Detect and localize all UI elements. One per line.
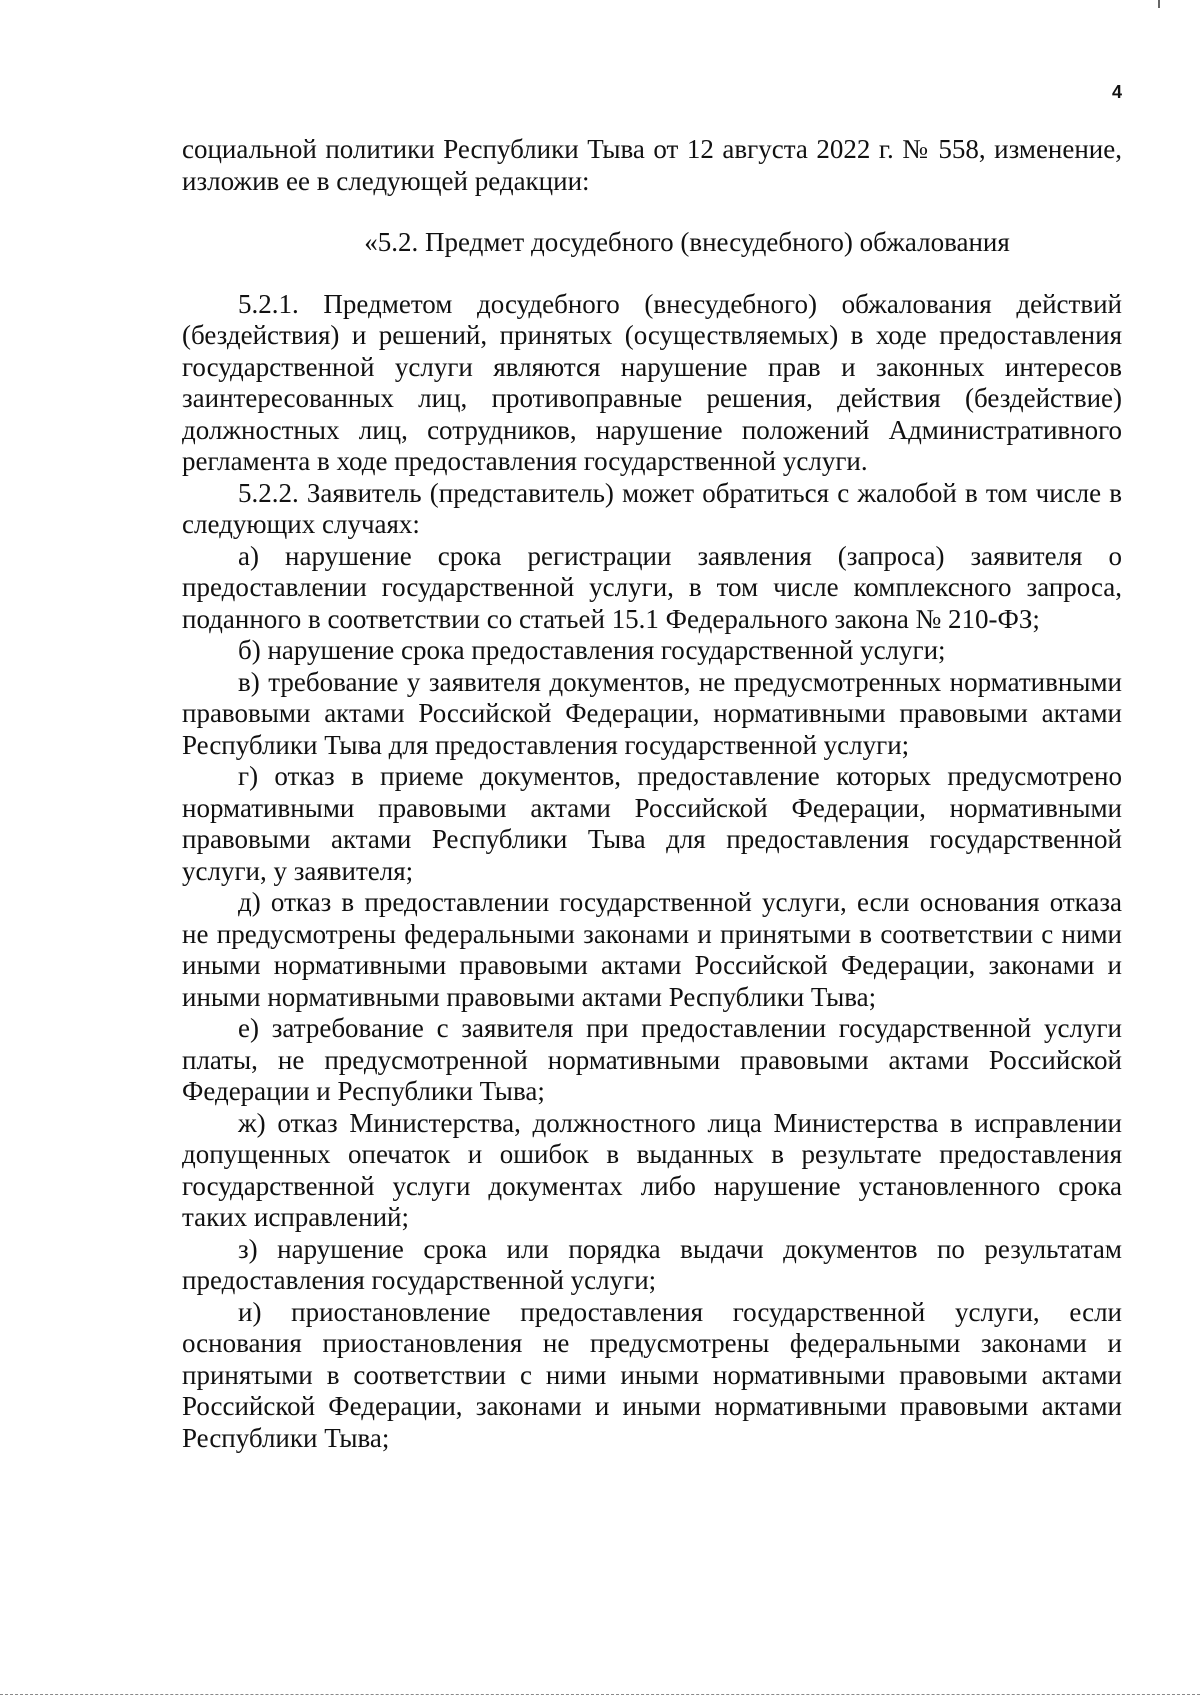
scan-edge-mark — [1158, 0, 1160, 8]
paragraph-5-2-1: 5.2.1. Предметом досудебного (внесудебного) обжалования действий (бездействия) и решений, принятых (осуществляемых) в ходе предоставления государственной услуги являются нарушение прав и законных интересов заинтересованных лиц, противоправные решения, действия (бездействие) должностных лиц, сотрудников, нарушение положений Административного регламента в ходе предоставления государственной услуги. — [182, 288, 1122, 476]
section-title: «5.2. Предмет досудебного (внесудебного) обжалования — [364, 227, 1010, 257]
list-item-zh: ж) отказ Министерства, должностного лица Министерства в исправлении допущенных опечаток и ошибок в выданных в результате предоставления государственной услуги документах либо нарушение установленного срока таких исправлений; — [182, 1107, 1122, 1232]
list-item-i: и) приостановление предоставления государственной услуги, если основания приостановления не предусмотрены федеральными законами и принятыми в соответствии с ними иными нормативными правовыми актами Российской Федерации, законами и иными нормативными правовыми актами Республики Тыва; — [182, 1296, 1122, 1453]
list-item-v: в) требование у заявителя документов, не предусмотренных нормативными правовыми актами Российской Федерации, нормативными правовыми актами Республики Тыва для предоставления государственной услуги; — [182, 666, 1122, 760]
document-body — [182, 134, 1122, 1454]
list-item-g: г) отказ в приеме документов, предоставление которых предусмотрено нормативными правовыми актами Российской Федерации, нормативными правовыми актами Республики Тыва для предоставления государственной услуги, у заявителя; — [182, 761, 1122, 886]
intro-paragraph: социальной политики Республики Тыва от 12 августа 2022 г. № 558, изменение, изложив ее в следующей редакции: — [182, 134, 1122, 196]
page-number: 4 — [1111, 82, 1122, 102]
list-item-e: е) затребование с заявителя при предоставлении государственной услуги платы, не предусмотренной нормативными правовыми актами Российской Федерации и Республики Тыва; — [182, 1013, 1122, 1106]
list-item-d: д) отказ в предоставлении государственной услуги, если основания отказа не предусмотрены федеральными законами и принятыми в соответствии с ними иными нормативными правовыми актами Российской Федерации, законами и иными нормативными правовыми актами Республики Тыва; — [182, 887, 1122, 1012]
list-item-a: а) нарушение срока регистрации заявления (запроса) заявителя о предоставлении государственной услуги, в том числе комплексного запроса, поданного в соответствии со статьей 15.1 Федерального закона № 210-ФЗ; — [182, 540, 1122, 634]
list-item-z: з) нарушение срока или порядка выдачи документов по результатам предоставления государственной услуги; — [182, 1233, 1122, 1295]
paragraph-5-2-2: 5.2.2. Заявитель (представитель) может обратиться с жалобой в том числе в следующих случаях: — [182, 477, 1122, 539]
bottom-divider — [0, 1694, 1200, 1696]
list-item-b: б) нарушение срока предоставления государственной услуги; — [238, 635, 946, 665]
